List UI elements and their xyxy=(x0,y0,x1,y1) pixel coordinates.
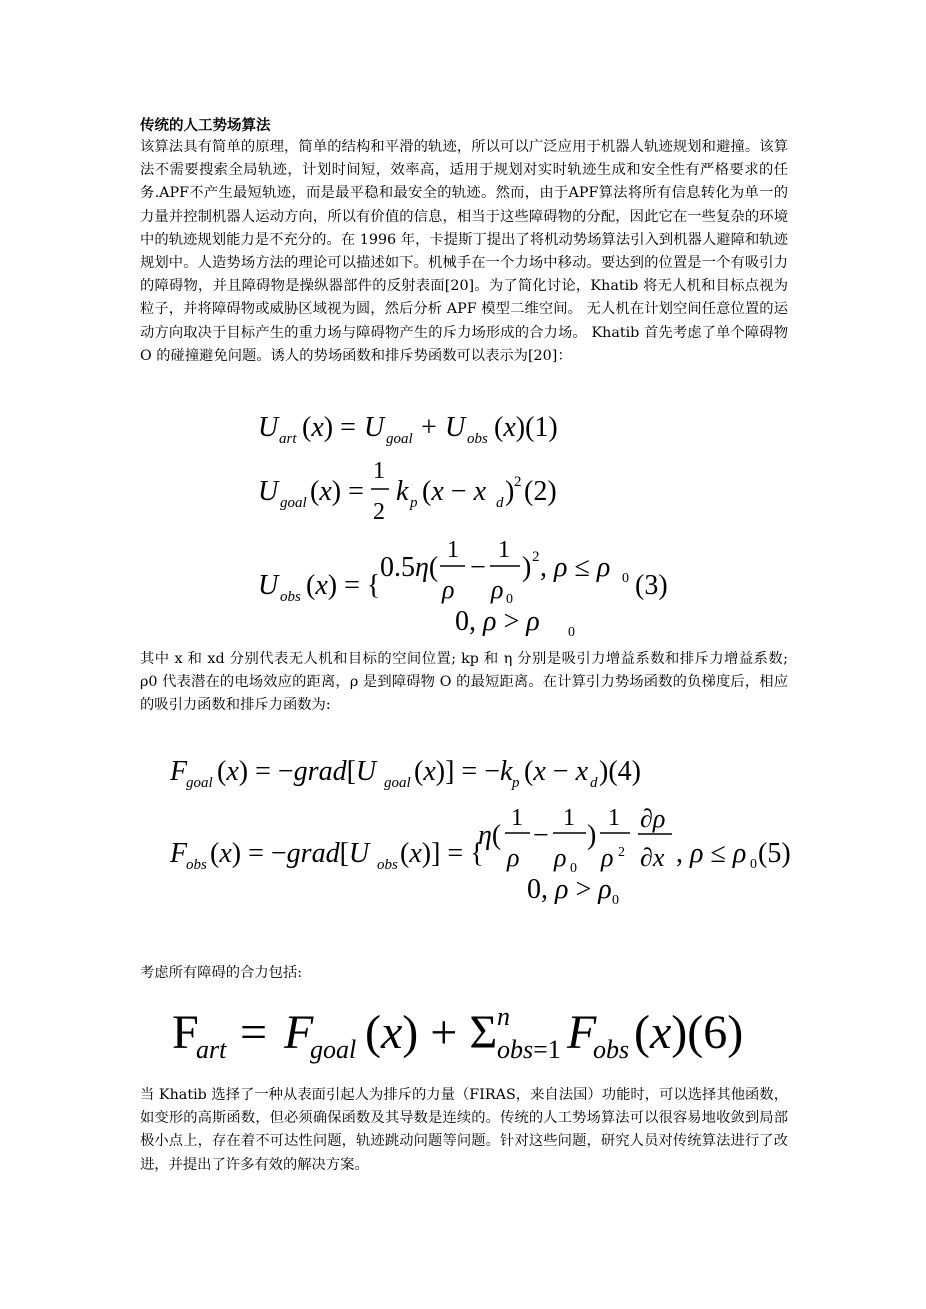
svg-text:0: 0 xyxy=(612,893,619,908)
svg-text:U: U xyxy=(445,412,466,443)
svg-text:obs: obs xyxy=(186,857,207,873)
svg-text:U: U xyxy=(258,476,279,507)
svg-text:(x)(1): (x)(1) xyxy=(494,412,558,443)
svg-text:obs: obs xyxy=(377,857,398,873)
equation-1 xyxy=(258,412,558,447)
svg-text:0: 0 xyxy=(750,857,757,872)
svg-text:obs: obs xyxy=(280,589,301,605)
svg-text:U: U xyxy=(258,412,279,443)
svg-text:0: 0 xyxy=(622,571,629,586)
svg-text:d: d xyxy=(590,775,598,791)
svg-text:−: − xyxy=(470,552,486,583)
svg-text:(x) =: (x) = xyxy=(310,476,364,507)
svg-text:, ρ ≤ ρ: , ρ ≤ ρ xyxy=(676,838,747,869)
svg-text:F: F xyxy=(170,756,188,787)
svg-text:p: p xyxy=(512,775,520,791)
svg-text:0: 0 xyxy=(570,861,577,876)
section-heading: 传统的人工势场算法 xyxy=(140,118,271,134)
svg-text:=: = xyxy=(240,1006,268,1059)
svg-text:(x) = −grad[U: (x) = −grad[U xyxy=(210,838,370,869)
svg-text:1: 1 xyxy=(608,805,620,831)
svg-text:∂x: ∂x xyxy=(640,843,665,872)
svg-text:0: 0 xyxy=(506,592,513,607)
svg-text:(x − x: (x − x xyxy=(524,756,588,787)
svg-text:(x) = −grad[U: (x) = −grad[U xyxy=(217,756,377,787)
svg-text:, ρ ≤ ρ: , ρ ≤ ρ xyxy=(540,552,611,583)
svg-text:F: F xyxy=(567,1006,597,1059)
svg-text:+: + xyxy=(421,412,437,443)
svg-text:goal: goal xyxy=(310,1035,357,1064)
svg-text:2: 2 xyxy=(618,845,625,860)
svg-text:0, ρ > ρ: 0, ρ > ρ xyxy=(527,874,612,905)
svg-text:∂ρ: ∂ρ xyxy=(640,804,666,833)
svg-text:goal: goal xyxy=(384,775,411,791)
equation-3 xyxy=(258,537,668,640)
svg-text:art: art xyxy=(196,1035,227,1064)
svg-text:(x − x: (x − x xyxy=(422,476,486,507)
svg-text:(x) = {: (x) = { xyxy=(306,570,381,601)
svg-text:): ) xyxy=(505,476,515,507)
svg-text:d: d xyxy=(496,495,504,511)
svg-text:goal: goal xyxy=(280,495,307,511)
svg-text:(x) + Σ: (x) + Σ xyxy=(365,1006,498,1059)
svg-text:art: art xyxy=(279,431,297,447)
equation-2 xyxy=(258,458,557,525)
svg-text:obs: obs xyxy=(467,431,488,447)
svg-text:(x)] = −k: (x)] = −k xyxy=(414,756,513,787)
svg-text:0, ρ > ρ: 0, ρ > ρ xyxy=(455,606,540,637)
svg-text:0: 0 xyxy=(568,625,575,640)
svg-text:obs: obs xyxy=(593,1035,630,1064)
svg-text:): ) xyxy=(587,820,597,851)
svg-text:U: U xyxy=(258,570,279,601)
svg-text:ρ: ρ xyxy=(507,843,520,872)
svg-text:ρ: ρ xyxy=(601,843,614,872)
svg-text:U: U xyxy=(364,412,385,443)
svg-text:(x)(6): (x)(6) xyxy=(634,1006,744,1059)
svg-text:ρ: ρ xyxy=(554,843,567,872)
svg-text:F: F xyxy=(284,1006,314,1059)
svg-text:2: 2 xyxy=(373,499,385,525)
variables-paragraph: 其中 x 和 xd 分别代表无人机和目标的空间位置; kp 和 η 分别是吸引力增益系数和排斥力增益系数; ρ0 代表潜在的电场效应的距离，ρ 是到障碍物 O 的最短距离。在计算引力势场函数的负梯度后，相应的吸引力函数和排斥力函数为: xyxy=(140,651,788,714)
svg-text:η(: η( xyxy=(478,820,502,851)
svg-text:0.5η(: 0.5η( xyxy=(380,552,439,583)
svg-text:1: 1 xyxy=(498,537,510,563)
svg-text:(x) =: (x) = xyxy=(302,412,356,443)
svg-text:obs=1: obs=1 xyxy=(497,1035,561,1064)
svg-text:1: 1 xyxy=(563,805,575,831)
svg-text:(x)] = {: (x)] = { xyxy=(400,838,484,869)
equation-6 xyxy=(172,1002,743,1064)
svg-text:(5): (5) xyxy=(758,838,791,869)
svg-text:p: p xyxy=(410,495,418,511)
svg-text:2: 2 xyxy=(532,549,540,565)
svg-text:1: 1 xyxy=(511,805,523,831)
conclusion-paragraph: 当 Khatib 选择了一种从表面引起人为排斥的力量（FIRAS，来自法国）功能时，可以选择其他函数，如变形的高斯函数，但必须确保函数及其导数是连续的。传统的人工势场算法可以很容易地收敛到局部极小点上，存在着不可达性问题，轨迹跳动问题等问题。针对这些问题，研究人员对传统算法进行了改进，并提出了许多有效的解决方案。 xyxy=(140,1087,788,1173)
svg-text:2: 2 xyxy=(514,474,522,490)
svg-text:): ) xyxy=(522,552,532,583)
svg-text:k: k xyxy=(396,476,409,507)
svg-text:goal: goal xyxy=(386,431,413,447)
equation-5 xyxy=(169,804,791,908)
svg-text:1: 1 xyxy=(447,537,459,563)
intro-paragraph: 该算法具有简单的原理，简单的结构和平滑的轨迹，所以可以广泛应用于机器人轨迹规划和避撞。该算法不需要搜索全局轨迹，计划时间短，效率高，适用于规划对实时轨迹生成和安全性有严格要求的任务.APF不产生最短轨迹，而是最平稳和最安全的轨迹。然而，由于APF算法将所有信息转化为单一的力量并控制机器人运动方向，所以有价值的信息，相当于这些障碍物的分配，因此它在一些复杂的环境中的轨迹规划能力是不充分的。在 1996 年，卡提斯丁提出了将机动势场算法引入到机器人避障和轨迹规划中。人造势场方法的理论可以描述如下。机械手在一个力场中移动。要达到的位置是一个有吸引力的障碍物，并且障碍物是操纵器部件的反射表面[20]。为了简化讨论，Khatib 将无人机和目标点视为粒子，并将障碍物或威胁区域视为圆，然后分析 APF 模型二维空间。 无人机在计划空间任意位置的运动方向取决于目标产生的重力场与障碍物产生的斥力场形成的合力场。 Khatib 首先考虑了单个障碍物 O 的碰撞避免问题。诱人的势场函数和排斥势函数可以表示为[20]： xyxy=(140,139,788,364)
svg-text:ρ: ρ xyxy=(442,575,455,604)
svg-text:1: 1 xyxy=(373,458,385,484)
svg-text:−: − xyxy=(533,820,549,851)
svg-text:goal: goal xyxy=(186,775,213,791)
svg-text:F: F xyxy=(170,838,188,869)
svg-text:)(4): )(4) xyxy=(599,756,641,787)
svg-text:F: F xyxy=(172,1006,199,1059)
resultant-paragraph: 考虑所有障碍的合力包括: xyxy=(140,965,303,981)
equation-4 xyxy=(169,756,641,791)
svg-text:n: n xyxy=(497,1002,510,1031)
svg-text:(3): (3) xyxy=(635,570,668,601)
svg-text:ρ: ρ xyxy=(491,575,504,604)
svg-text:(2): (2) xyxy=(524,476,557,507)
